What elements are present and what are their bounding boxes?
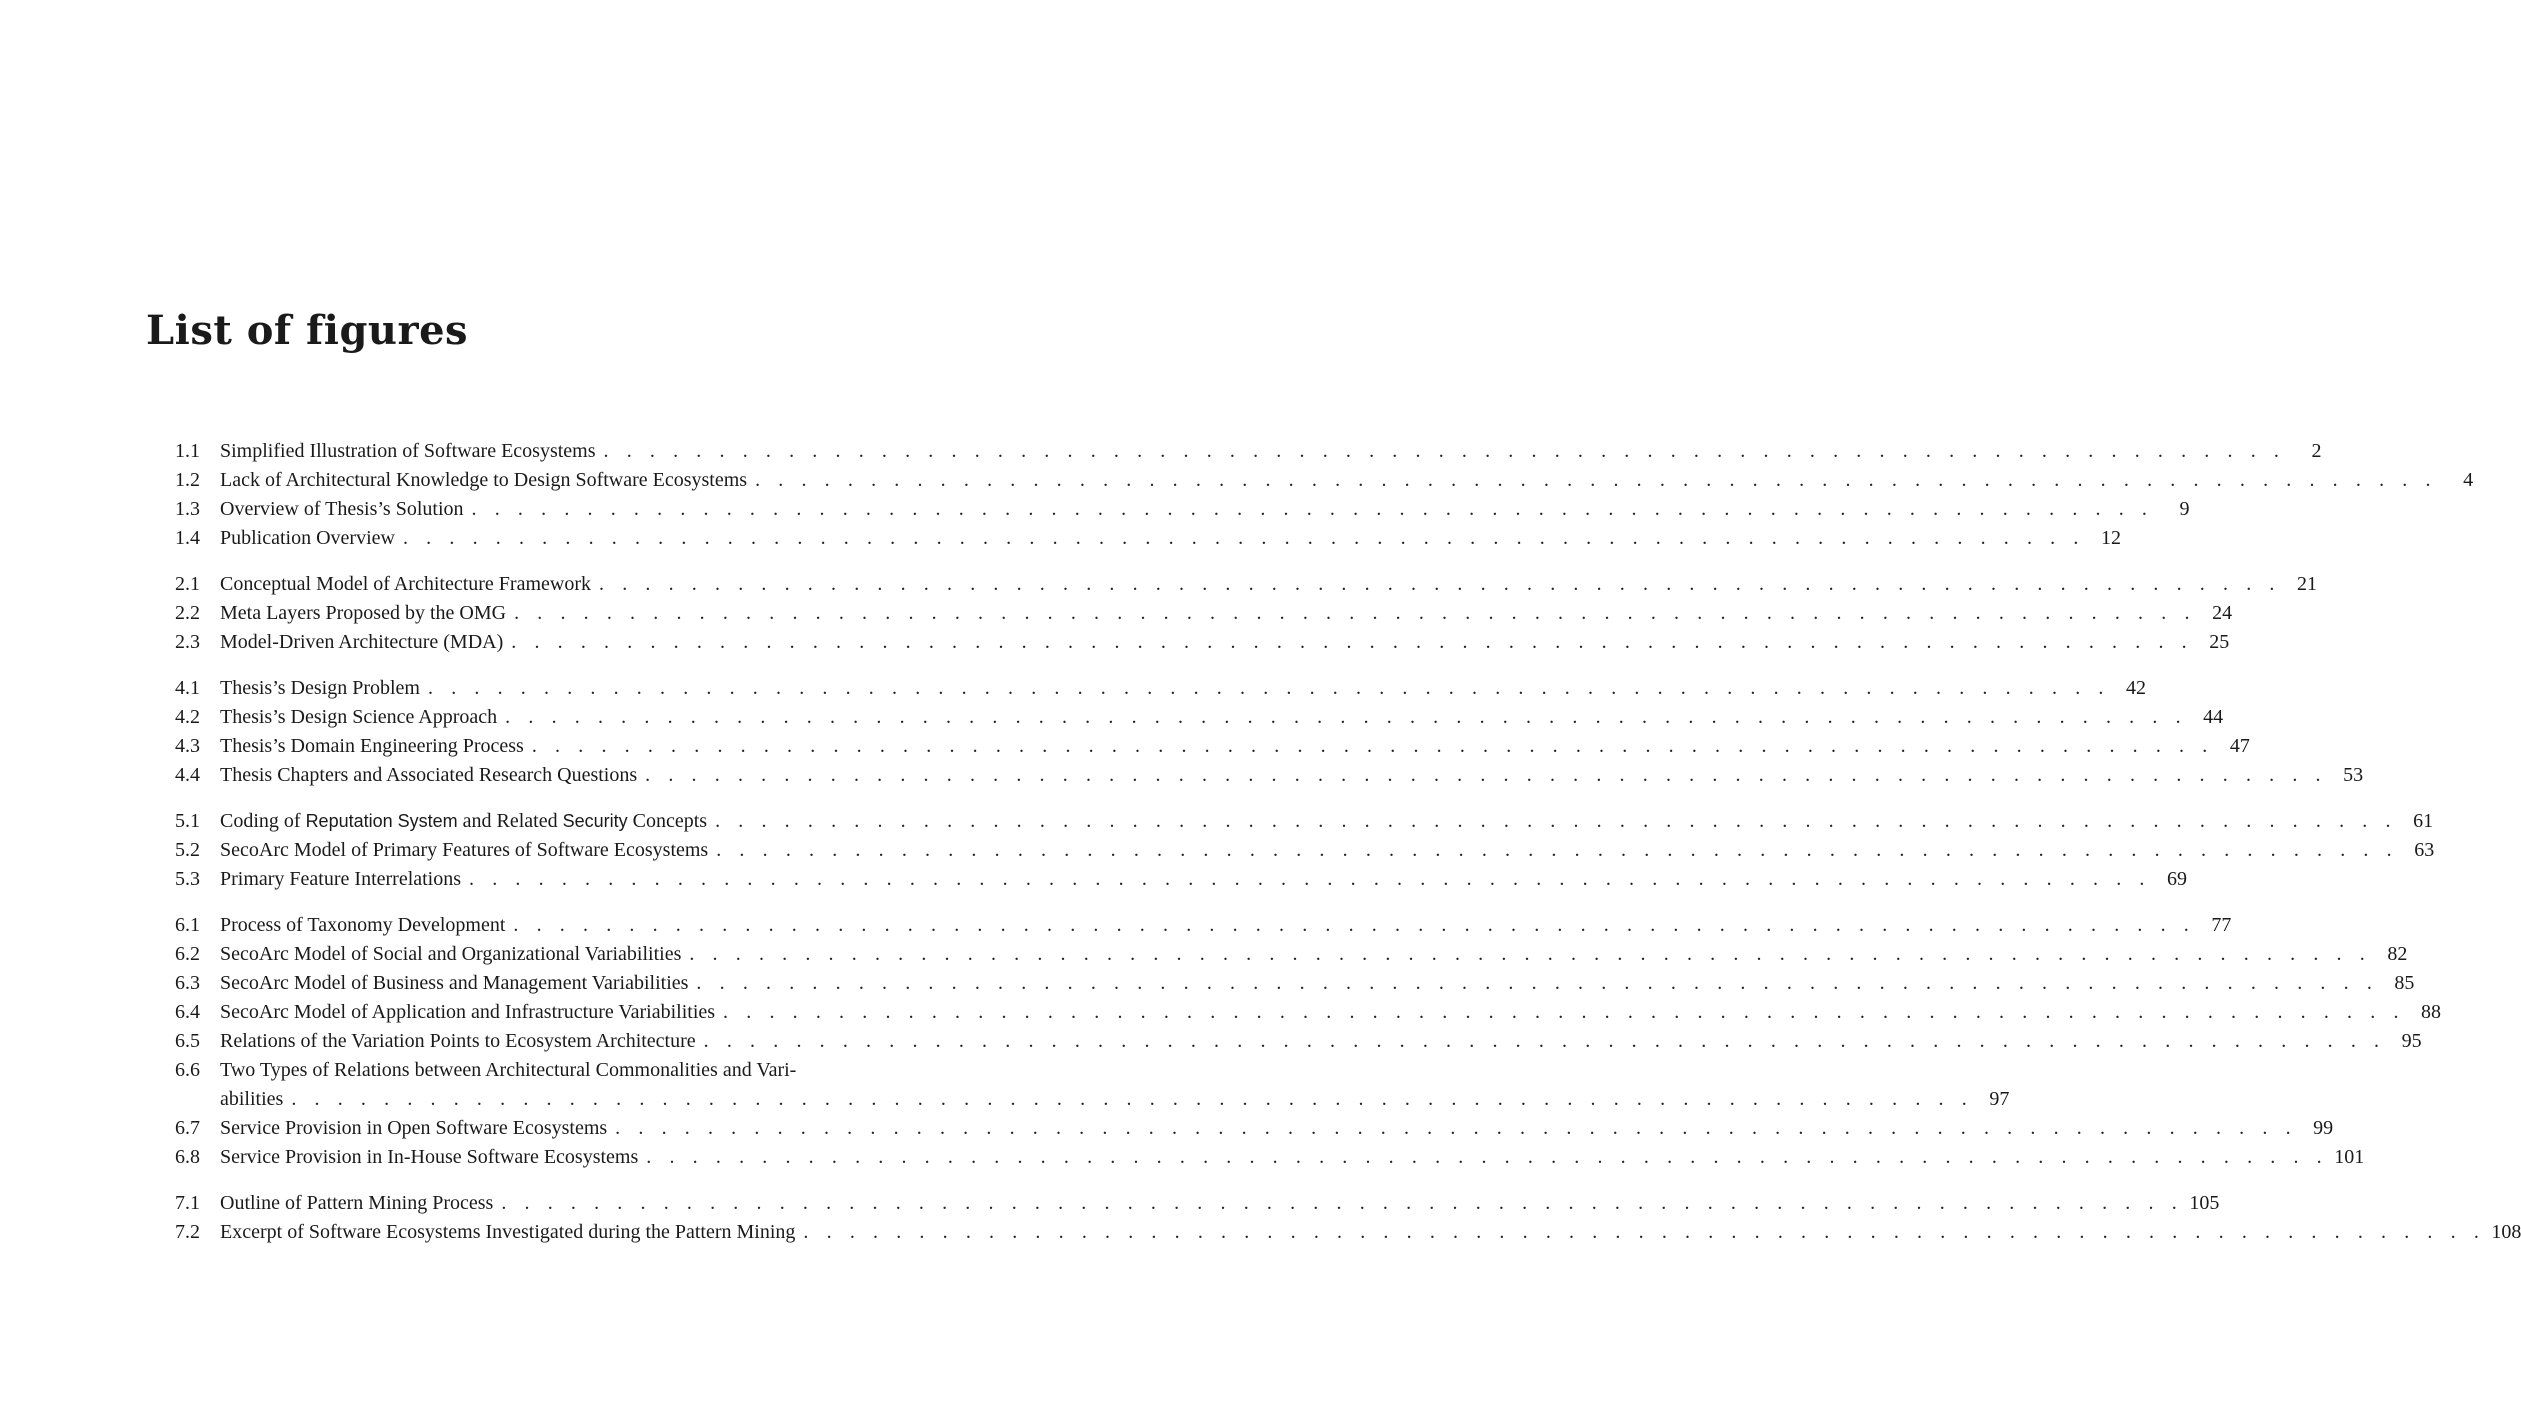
figure-title: Process of Taxonomy Development <box>220 914 506 936</box>
figure-title: Lack of Architectural Knowledge to Design Software Ecosystems <box>220 469 748 491</box>
figure-entry[interactable] <box>175 674 2146 703</box>
figure-entry[interactable] <box>175 437 2322 466</box>
figure-group <box>175 911 2442 1172</box>
figure-title: Simplified Illustration of Software Ecosystems <box>220 440 596 462</box>
figure-title: Primary Feature Interrelations <box>220 868 462 890</box>
page-number: 2 <box>2311 440 2322 462</box>
figure-entry[interactable] <box>175 1189 2220 1218</box>
figure-title: abilities <box>220 1088 284 1110</box>
page-number: 25 <box>2209 631 2230 653</box>
figure-number: 6.6 <box>175 1059 200 1081</box>
page-number: 88 <box>2421 1001 2442 1023</box>
figure-number: 2.1 <box>175 573 200 595</box>
figure-title: Model-Driven Architecture (MDA) <box>220 631 504 653</box>
figure-number: 2.2 <box>175 602 200 624</box>
title-fragment: Coding of <box>220 810 306 832</box>
figure-title: SecoArc Model of Social and Organizational Variabilities <box>220 943 682 965</box>
dot-leader: . . . . . . . . . . . . . . . . . . . . . . . . . . . . . . . . . . . . . . . . . . . . . . . . . . . . . . . . . . . . . . . . . . . . . . . . . <box>696 972 2379 994</box>
figure-group <box>175 1189 2521 1247</box>
figure-number: 6.3 <box>175 972 200 994</box>
page-number: 101 <box>2334 1146 2365 1168</box>
dot-leader: . . . . . . . . . . . . . . . . . . . . . . . . . . . . . . . . . . . . . . . . . . . . . . . . . . . . . . . . . . . . . . . . . . . . . . . . . <box>715 810 2398 832</box>
figure-title: Thesis’s Design Science Approach <box>220 706 498 728</box>
figure-title: Excerpt of Software Ecosystems Investigated during the Pattern Mining <box>220 1221 796 1243</box>
figure-title: SecoArc Model of Business and Management Variabilities <box>220 972 689 994</box>
figure-title: SecoArc Model of Primary Features of Software Ecosystems <box>220 839 709 861</box>
page-number: 44 <box>2203 706 2224 728</box>
figure-group <box>175 674 2364 790</box>
figure-entry[interactable] <box>175 1218 2521 1247</box>
concept-term: Security <box>562 811 628 831</box>
figure-entry[interactable] <box>175 865 2188 894</box>
page-number: 63 <box>2414 839 2435 861</box>
figure-entry[interactable] <box>175 940 2408 969</box>
figure-entry[interactable] <box>175 911 2232 940</box>
page-number: 9 <box>2179 498 2190 520</box>
page-number: 99 <box>2313 1117 2334 1139</box>
dot-leader: . . . . . . . . . . . . . . . . . . . . . . . . . . . . . . . . . . . . . . . . . . . . . . . . . . . . . . . . . . . . . . . . . . . . . . . . . <box>471 498 2154 520</box>
title-fragment: Concepts <box>627 810 708 832</box>
figure-number: 1.2 <box>175 469 200 491</box>
figure-group <box>175 437 2474 553</box>
page-title: List of figures <box>146 307 469 354</box>
figure-entry[interactable] <box>175 703 2224 732</box>
figure-list <box>175 437 2521 1264</box>
dot-leader: . . . . . . . . . . . . . . . . . . . . . . . . . . . . . . . . . . . . . . . . . . . . . . . . . . . . . . . . . . . . . . . . . . . . . . . . . <box>469 868 2152 890</box>
figure-number: 4.3 <box>175 735 200 757</box>
dot-leader: . . . . . . . . . . . . . . . . . . . . . . . . . . . . . . . . . . . . . . . . . . . . . . . . . . . . . . . . . . . . . . . . . . . . . . . . . <box>511 631 2194 653</box>
figure-number: 1.3 <box>175 498 200 520</box>
dot-leader: . . . . . . . . . . . . . . . . . . . . . . . . . . . . . . . . . . . . . . . . . . . . . . . . . . . . . . . . . . . . . . . . . . . . . . . . . <box>531 735 2214 757</box>
figure-entry[interactable] <box>175 1027 2422 1056</box>
figure-entry[interactable] <box>175 524 2121 553</box>
dot-leader: . . . . . . . . . . . . . . . . . . . . . . . . . . . . . . . . . . . . . . . . . . . . . . . . . . . . . . . . . . . . . . . . . . . . . . . . . <box>501 1192 2184 1214</box>
figure-group <box>175 570 2317 657</box>
page-number: 82 <box>2387 943 2408 965</box>
figure-entry[interactable] <box>175 466 2474 495</box>
figure-number: 6.4 <box>175 1001 200 1023</box>
figure-number: 6.2 <box>175 943 200 965</box>
figure-title: Meta Layers Proposed by the OMG <box>220 602 507 624</box>
figure-title: Thesis Chapters and Associated Research Questions <box>220 764 638 786</box>
page-number: 95 <box>2401 1030 2422 1052</box>
figure-title: Thesis’s Design Problem <box>220 677 420 699</box>
figure-entry[interactable] <box>175 1056 2010 1114</box>
figure-number: 6.5 <box>175 1030 200 1052</box>
dot-leader: . . . . . . . . . . . . . . . . . . . . . . . . . . . . . . . . . . . . . . . . . . . . . . . . . . . . . . . . . . . . . . . . . . . . . . . . . <box>514 602 2197 624</box>
page-number: 12 <box>2100 527 2121 549</box>
figure-number: 5.3 <box>175 868 200 890</box>
figure-title: Outline of Pattern Mining Process <box>220 1192 494 1214</box>
page-number: 61 <box>2413 810 2434 832</box>
dot-leader: . . . . . . . . . . . . . . . . . . . . . . . . . . . . . . . . . . . . . . . . . . . . . . . . . . . . . . . . . . . . . . . . . . . . . . . . . <box>599 573 2281 595</box>
page-number: 4 <box>2463 469 2474 491</box>
figure-entry[interactable] <box>175 599 2233 628</box>
figure-entry[interactable] <box>175 969 2415 998</box>
page-number: 108 <box>2491 1221 2521 1243</box>
dot-leader: . . . . . . . . . . . . . . . . . . . . . . . . . . . . . . . . . . . . . . . . . . . . . . . . . . . . . . . . . . . . . . . . . . . . . . . . . <box>689 943 2372 965</box>
dot-leader: . . . . . . . . . . . . . . . . . . . . . . . . . . . . . . . . . . . . . . . . . . . . . . . . . . . . . . . . . . . . . . . . . . . . . . . . . <box>291 1088 1974 1110</box>
figure-title: Overview of Thesis’s Solution <box>220 498 464 520</box>
page-number: 77 <box>2211 914 2232 936</box>
page-number: 42 <box>2126 677 2146 699</box>
dot-leader: . . . . . . . . . . . . . . . . . . . . . . . . . . . . . . . . . . . . . . . . . . . . . . . . . . . . . . . . . . . . . . . . . . . . . . . . . <box>703 1030 2386 1052</box>
page-number: 85 <box>2394 972 2415 994</box>
figure-title: Service Provision in In-House Software Ecosystems <box>220 1146 639 1168</box>
figure-title: Thesis’s Domain Engineering Process <box>220 735 524 757</box>
page-number: 47 <box>2229 735 2250 757</box>
figure-title: Publication Overview <box>220 527 395 549</box>
figure-number: 7.2 <box>175 1221 200 1243</box>
figure-entry[interactable] <box>175 570 2317 599</box>
figure-number: 7.1 <box>175 1192 200 1214</box>
dot-leader: . . . . . . . . . . . . . . . . . . . . . . . . . . . . . . . . . . . . . . . . . . . . . . . . . . . . . . . . . . . . . . . . . . . . . . . . . <box>428 677 2110 699</box>
figure-entry[interactable] <box>175 1143 2365 1172</box>
page-number: 97 <box>1989 1088 2010 1110</box>
dot-leader: . . . . . . . . . . . . . . . . . . . . . . . . . . . . . . . . . . . . . . . . . . . . . . . . . . . . . . . . . . . . . . . . . . . . . . . . . <box>803 1221 2486 1243</box>
dot-leader: . . . . . . . . . . . . . . . . . . . . . . . . . . . . . . . . . . . . . . . . . . . . . . . . . . . . . . . . . . . . . . . . . . . . . . . . . <box>615 1117 2298 1139</box>
figure-entry[interactable] <box>175 628 2230 657</box>
figure-title: Service Provision in Open Software Ecosystems <box>220 1117 608 1139</box>
figure-number: 6.8 <box>175 1146 200 1168</box>
dot-leader: . . . . . . . . . . . . . . . . . . . . . . . . . . . . . . . . . . . . . . . . . . . . . . . . . . . . . . . . . . . . . . . . . . . . . . . . . <box>645 764 2328 786</box>
figure-number: 6.7 <box>175 1117 200 1139</box>
dot-leader: . . . . . . . . . . . . . . . . . . . . . . . . . . . . . . . . . . . . . . . . . . . . . . . . . . . . . . . . . . . . . . . . . . . . . . . . . <box>723 1001 2406 1023</box>
figure-number: 4.1 <box>175 677 200 699</box>
page-number: 69 <box>2167 868 2188 890</box>
dot-leader: . . . . . . . . . . . . . . . . . . . . . . . . . . . . . . . . . . . . . . . . . . . . . . . . . . . . . . . . . . . . . . . . . . . . . . . . . <box>505 706 2188 728</box>
dot-leader: . . . . . . . . . . . . . . . . . . . . . . . . . . . . . . . . . . . . . . . . . . . . . . . . . . . . . . . . . . . . . . . . . . . . . . . . . <box>513 914 2196 936</box>
figure-title <box>220 807 707 836</box>
figure-number: 1.4 <box>175 527 200 549</box>
figure-number: 5.2 <box>175 839 200 861</box>
figure-number: 6.1 <box>175 914 200 936</box>
figure-number: 2.3 <box>175 631 200 653</box>
figure-title: SecoArc Model of Application and Infrastructure Variabilities <box>220 1001 716 1023</box>
figure-entry[interactable] <box>175 836 2435 865</box>
figure-title: Relations of the Variation Points to Ecosystem Architecture <box>220 1030 696 1052</box>
page-number: 24 <box>2212 602 2233 624</box>
figure-entry[interactable] <box>175 998 2442 1027</box>
page-number: 105 <box>2189 1192 2220 1214</box>
dot-leader: . . . . . . . . . . . . . . . . . . . . . . . . . . . . . . . . . . . . . . . . . . . . . . . . . . . . . . . . . . . . . . . . . . . . . . . . . <box>402 527 2085 549</box>
figure-group <box>175 807 2435 894</box>
figure-number: 4.4 <box>175 764 200 786</box>
figure-entry[interactable] <box>175 732 2250 761</box>
dot-leader: . . . . . . . . . . . . . . . . . . . . . . . . . . . . . . . . . . . . . . . . . . . . . . . . . . . . . . . . . . . . . . . . . . . . . . . . . <box>755 469 2438 491</box>
title-fragment: and Related <box>457 810 563 832</box>
figure-entry[interactable] <box>175 495 2190 524</box>
figure-number: 1.1 <box>175 440 200 462</box>
figure-number: 5.1 <box>175 810 200 832</box>
figure-entry[interactable] <box>175 1114 2334 1143</box>
figure-entry[interactable] <box>175 761 2364 790</box>
figure-entry[interactable] <box>175 807 2434 836</box>
dot-leader: . . . . . . . . . . . . . . . . . . . . . . . . . . . . . . . . . . . . . . . . . . . . . . . . . . . . . . . . . . . . . . . . . . . . . . . . . <box>646 1146 2329 1168</box>
dot-leader: . . . . . . . . . . . . . . . . . . . . . . . . . . . . . . . . . . . . . . . . . . . . . . . . . . . . . . . . . . . . . . . . . . . . . . . . . <box>716 839 2399 861</box>
dot-leader: . . . . . . . . . . . . . . . . . . . . . . . . . . . . . . . . . . . . . . . . . . . . . . . . . . . . . . . . . . . . . . . . . . . . . . . . . <box>603 440 2286 462</box>
figure-title: Conceptual Model of Architecture Framework <box>220 573 591 595</box>
concept-term: Reputation System <box>305 811 458 831</box>
figure-number: 4.2 <box>175 706 200 728</box>
page-number: 53 <box>2343 764 2364 786</box>
figure-title: Two Types of Relations between Architectural Commonalities and Vari- <box>220 1059 797 1081</box>
page-number: 21 <box>2297 573 2317 595</box>
